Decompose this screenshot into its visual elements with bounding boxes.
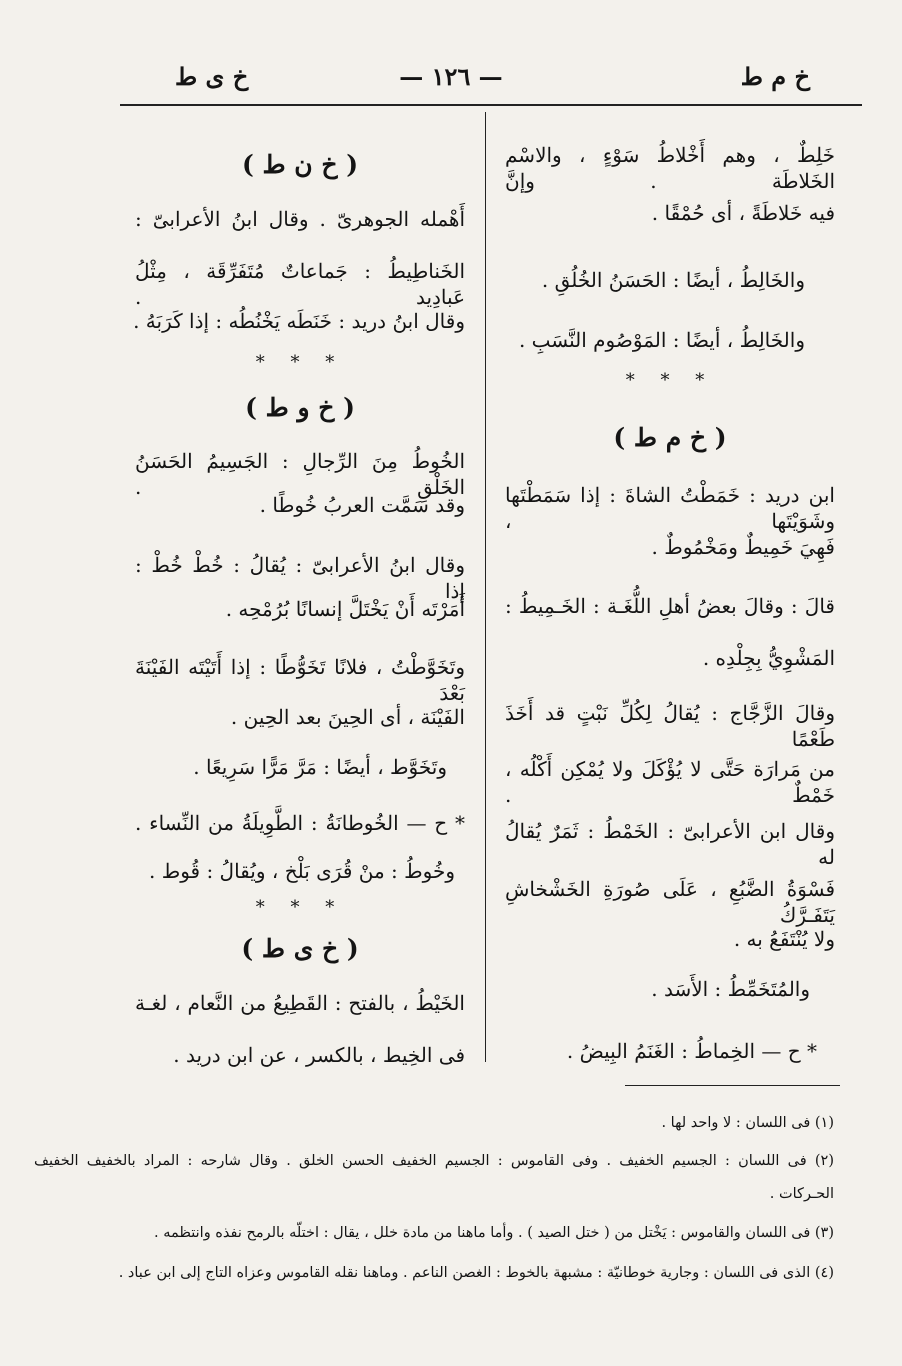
- entry-line: أَمَرْتَه أَنْ يَخْتَلَّ إنسانًا بُرُمْحِه .: [225, 597, 465, 621]
- entry-line: فيه خَلاطَةً ، أى حُمْقًا .: [651, 201, 835, 225]
- entry-line: الخُوطُ مِنَ الرِّجالِ : الجَسِيمُ الحَسَنُ الخَلْقِ .: [135, 449, 465, 499]
- section-title-kh-n-t: ( خ ن ط ): [241, 150, 359, 179]
- section-title-kh-w-t: ( خ و ط ): [245, 393, 355, 422]
- entry-line: والخَالِطُ ، أيضًا : المَوْصُوم النَّسَبِ .: [518, 328, 805, 352]
- entry-line: ابن دريد : خَمَطْتُ الشاةَ : إذا سَمَطْتَها وشَوَيْتَها ،: [505, 483, 835, 533]
- entry-line: المَشْوِيُّ بِجِلْدِه .: [702, 646, 835, 670]
- entry-line: الفَيْنَة ، أى الحِينَ بعد الحِين .: [230, 705, 465, 729]
- footnote: (٤) الذى فى اللسان : وجارية خوطانيّة : مشبهة بالخوط : الغصن الناعم . وماهنا نقله القاموس وعزاه التاج إلى ابن عباد .: [118, 1265, 834, 1281]
- entry-line: * ح — الخُوطانَةُ : الطَّوِيلَةُ من النِّساء .: [135, 811, 465, 835]
- entry-line: خَلِطٌ ، وهم أَخْلاطُ سَوْءٍ ، والاسْم الخَلاطَة . وإنَّ: [505, 143, 835, 193]
- footnote: (٣) فى اللسان والقاموس : يَخْتل من ( ختل الصيد ) . وأما ماهنا من مادة خلل ، يقال : اختلّه بالرمح نفذه وانتظمه .: [153, 1225, 834, 1241]
- separator-stars: * * *: [255, 352, 345, 373]
- entry-line: والخَالِطُ ، أيضًا : الحَسَنُ الخُلُقِ .: [541, 268, 805, 292]
- footnote-rule: [625, 1085, 840, 1086]
- entry-line: فَهِيَ خَمِيطٌ ومَخْمُوطٌ .: [651, 535, 835, 559]
- separator-stars: * * *: [255, 897, 345, 918]
- footnote: الحـركات .: [769, 1186, 834, 1202]
- entry-line: ولا يُنْتَفَعُ به .: [733, 927, 835, 951]
- entry-line: وتَخَوَّط ، أيضًا : مَرَّ مَرًّا سَرِيعًا .: [193, 755, 447, 779]
- entry-line: وخُوطُ : منْ قُرَى بَلْخ ، ويُقالُ : قُوط .: [149, 859, 455, 883]
- header-rule: [120, 104, 862, 106]
- entry-line: وقد سَمَّت العربُ خُوطًا .: [259, 493, 465, 517]
- section-title-kh-y-t: ( خ ى ط ): [241, 934, 359, 963]
- entry-line: وقالَ الزَّجَّاج : يُقالُ لِكُلِّ نَبْتٍ قد أَخَذَ طَعْمًا: [505, 701, 835, 751]
- entry-line: وقال ابن الأعرابىّ : الخَمْطُ : ثَمَرٌ يُقالُ له: [505, 819, 835, 869]
- entry-line: وقال ابنُ دريد : خَنَطَه يَخْنُطُه : إذا كَرَبَهُ .: [133, 309, 465, 333]
- entry-line: الخَيْطُ ، بالفتح : القَطِيعُ من النَّعام ، لغـة: [135, 991, 465, 1015]
- entry-line: وقال ابنُ الأعرابىّ : يُقالُ : خُطْ خُطْ : إذا: [135, 553, 465, 603]
- entry-line: فَسْوَةُ الضَّبُعِ ، عَلَى صُورَةِ الخَشْخاشِ يَتَفَـرَّكُ: [505, 877, 835, 927]
- header-root-right: خ م ط: [740, 62, 810, 91]
- footnote: (١) فى اللسان : لا واحد لها .: [661, 1115, 834, 1131]
- entry-line: وتَخَوَّطْتُ ، فلانًا تَخَوُّطًا : إذا أَتَيْتَه الفَيْنَةَ بَعْدَ: [135, 655, 465, 705]
- entry-line: فى الخِيط ، بالكسر ، عن ابن دريد .: [173, 1043, 465, 1067]
- entry-line: أَهْمله الجوهرىّ . وقال ابنُ الأعرابىّ :: [135, 207, 465, 231]
- entry-line: من مَرارَة حَتَّى لا يُؤْكَلَ ولا يُمْكِن أَكْلُه ، خَمْطٌ .: [505, 757, 835, 807]
- footnote: (٢) فى اللسان : الجسيم الخفيف . وفى القاموس : الجسيم الخفيف الحسن الخلق . وقال شارحه : المراد بالخفيف الخفيف: [34, 1153, 834, 1169]
- entry-line: الخَناطِيطُ : جَماعاتٌ مُتَفَرِّقَة ، مِثْلُ عَبادِيد .: [135, 259, 465, 309]
- entry-line: قالَ : وقالَ بعضُ أهلِ اللُّغَـة : الخَـمِيطُ :: [505, 594, 835, 618]
- separator-stars: * * *: [625, 370, 715, 391]
- column-divider: [485, 112, 486, 1062]
- header-root-left: خ ى ط: [175, 62, 249, 91]
- page-number: — ١٢٦ —: [399, 62, 503, 91]
- entry-line: والمُتَخَمِّطُ : الأَسَد .: [651, 977, 810, 1001]
- section-title-kh-m-t: ( خ م ط ): [613, 423, 727, 452]
- entry-line: * ح — الخِماطُ : الغَنَمُ البِيضُ .: [566, 1039, 817, 1063]
